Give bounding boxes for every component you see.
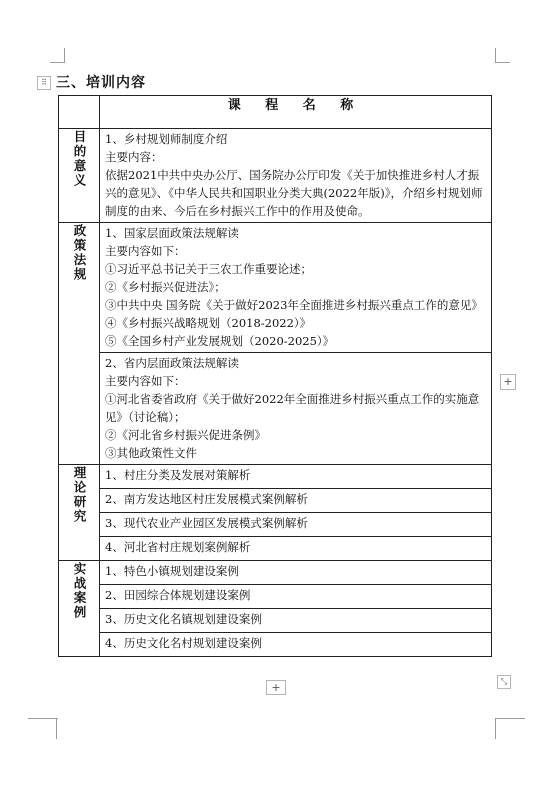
- course-cell[interactable]: 1、特色小镇规划建设案例: [100, 561, 492, 585]
- category-label: 实战案例: [72, 562, 87, 620]
- course-line: ②《河北省乡村振兴促进条例》: [105, 428, 266, 442]
- category-label: 政策法规: [72, 224, 87, 282]
- category-cell[interactable]: [59, 129, 100, 223]
- course-line: ①习近平总书记关于三农工作重要论述；: [105, 262, 312, 276]
- table-header[interactable]: 课 程 名 称: [100, 96, 492, 129]
- table-row: [59, 353, 492, 465]
- corner-mark-bottom-left: [28, 718, 58, 739]
- corner-mark-top-left: [50, 48, 65, 63]
- category-label: 目的意义: [72, 130, 87, 188]
- course-cell[interactable]: 2、田园综合体规划建设案例: [100, 585, 492, 609]
- course-line: ③其他政策性文件: [105, 446, 197, 460]
- table-row: [59, 633, 492, 657]
- course-line: 主要内容：: [105, 150, 163, 164]
- add-row-plus-icon[interactable]: +: [266, 680, 286, 695]
- add-column-plus-icon[interactable]: +: [500, 374, 516, 390]
- table-row: [59, 513, 492, 537]
- corner-mark-bottom-right: [495, 718, 525, 739]
- course-cell[interactable]: 1、村庄分类及发展对策解析: [100, 465, 492, 489]
- table-header-row: [59, 96, 492, 129]
- course-line: 1、国家层面政策法规解读: [105, 226, 239, 240]
- table-row: [59, 129, 492, 223]
- category-cell[interactable]: [59, 223, 100, 465]
- header-blank-cell[interactable]: [59, 96, 100, 129]
- table-row: [59, 585, 492, 609]
- table-row: [59, 561, 492, 585]
- course-line: ⑤《全国乡村产业发展规划（2020-2025）》: [105, 334, 335, 348]
- course-cell[interactable]: 4、河北省村庄规划案例解析: [100, 537, 492, 561]
- category-label: 理论研究: [72, 466, 87, 524]
- course-line: 依据2021中共中央办公厅、国务院办公厅印发《关于加快推进乡村人才振兴的意见》、《中华人民共和国职业分类大典(2022年版)》，介绍乡村规划师制度的由来、今后在乡村振兴工作中的作用及使命。: [105, 168, 483, 218]
- table-row: [59, 489, 492, 513]
- course-cell[interactable]: 3、历史文化名镇规划建设案例: [100, 609, 492, 633]
- course-line: 主要内容如下：: [105, 374, 186, 388]
- course-line: 主要内容如下：: [105, 244, 186, 258]
- resize-icon[interactable]: ⤡: [497, 675, 511, 689]
- table-row: [59, 465, 492, 489]
- course-cell[interactable]: 4、历史文化名村规划建设案例: [100, 633, 492, 657]
- course-cell[interactable]: [100, 353, 492, 465]
- course-cell[interactable]: [100, 129, 492, 223]
- table-row: [59, 537, 492, 561]
- course-cell[interactable]: 2、南方发达地区村庄发展模式案例解析: [100, 489, 492, 513]
- course-line: ①河北省委省政府《关于做好2022年全面推进乡村振兴重点工作的实施意见》（讨论稿）；: [105, 392, 480, 424]
- category-cell[interactable]: [59, 561, 100, 657]
- course-cell[interactable]: 3、现代农业产业园区发展模式案例解析: [100, 513, 492, 537]
- category-cell[interactable]: [59, 465, 100, 561]
- corner-mark-top-right: [495, 48, 510, 63]
- table-row: [59, 609, 492, 633]
- course-line: 1、乡村规划师制度介绍: [105, 132, 228, 146]
- course-table: [58, 95, 492, 657]
- course-cell[interactable]: [100, 223, 492, 353]
- course-line: ④《乡村振兴战略规划（2018-2022）》: [105, 316, 312, 330]
- move-handle-icon[interactable]: ⠿: [37, 76, 51, 90]
- course-line: ③中共中央 国务院《关于做好2023年全面推进乡村振兴重点工作的意见》: [105, 298, 483, 312]
- section-heading: 三、培训内容: [56, 75, 146, 91]
- table-row: [59, 223, 492, 353]
- course-line: ②《乡村振兴促进法》；: [105, 280, 226, 294]
- course-line: 2、省内层面政策法规解读: [105, 356, 239, 370]
